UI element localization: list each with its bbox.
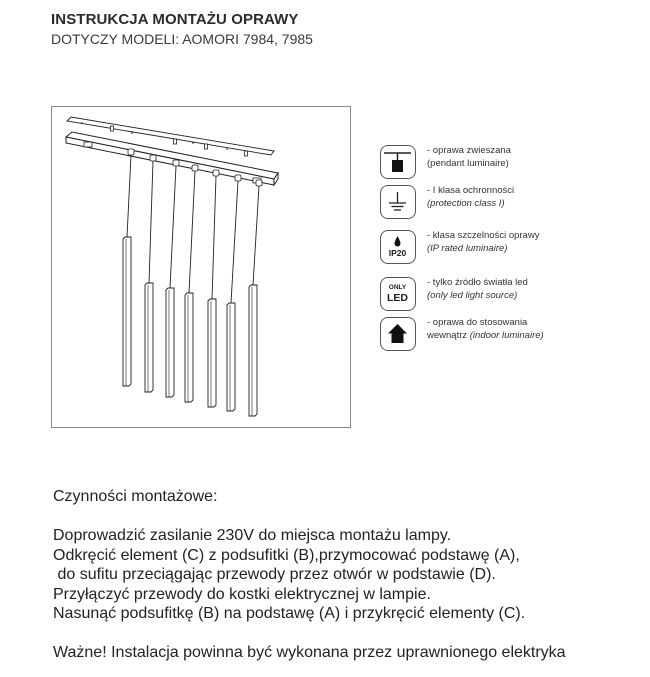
only-label: ONLY (388, 284, 407, 291)
pendant-cap (256, 180, 262, 186)
pendant-tube (185, 293, 193, 402)
pendant-cap (192, 165, 198, 171)
legend-label-pl: - oprawa zwieszana (427, 145, 511, 156)
protection-class-ground-icon (380, 185, 416, 219)
legend-label-en: (only led light source) (427, 289, 518, 301)
ip20-label: IP20 (388, 248, 407, 258)
pendant-cable (149, 161, 153, 283)
legend-label-en: (indoor luminaire) (469, 329, 544, 341)
legend-label-en: (IP rated luminaire) (427, 242, 508, 254)
instruction-step: Nasunąć podsufitkę (B) na podstawę (A) i przykręcić elementy (C). (53, 605, 526, 622)
legend-label-pl: - tylko źródło światła led (427, 277, 528, 288)
pendant-tube (166, 288, 174, 397)
mounting-screw (174, 139, 177, 144)
indoor-house-icon (380, 317, 416, 351)
pendant-cap (150, 155, 156, 161)
pendant-cap (173, 160, 179, 166)
ip20-drop-icon (380, 230, 416, 264)
safety-warning: Ważne! Instalacja powinna być wykonana przez uprawnionego elektryka (53, 644, 566, 661)
pendant-cap (213, 170, 219, 176)
instruction-step: Doprowadzić zasilanie 230V do miejsca montażu lampy. (53, 527, 452, 544)
pendant-tube (227, 303, 235, 411)
legend-label-pl: - klasa szczelności oprawy (427, 230, 540, 241)
pendant-cable (170, 166, 176, 288)
pendant-cable (231, 181, 238, 303)
product-drawing-frame (51, 106, 351, 428)
pendant-cable (127, 155, 131, 237)
instruction-step: Odkręcić element (C) z podsufitki (B),przymocować podstawę (A), (53, 546, 520, 564)
pendant-tube (123, 237, 131, 386)
pendant-cable (253, 186, 259, 285)
pendant-tube (145, 283, 153, 392)
pendant-cap (128, 149, 134, 155)
mounting-screw (111, 126, 114, 131)
document-title: INSTRUKCJA MONTAŻU OPRAWY (51, 11, 299, 28)
mounting-screw (245, 151, 248, 156)
screw-hole (81, 122, 83, 124)
pendant-tube (208, 299, 216, 407)
pendant-tube (249, 285, 257, 416)
legend-label-pl-2: wewnątrz (427, 329, 468, 341)
instruction-step: Przyłączyć przewody do kostki elektrycznej w lampie. (53, 585, 431, 603)
pendant-lamp-drawing (52, 107, 350, 427)
instructions-heading: Czynności montażowe: (53, 488, 218, 505)
instruction-step: do sufitu przeciągając przewody przez otwór w podstawie (D). (53, 566, 496, 583)
only-led-icon (380, 277, 416, 311)
mounting-screw (205, 144, 208, 149)
document-subtitle: DOTYCZY MODELI: AOMORI 7984, 7985 (51, 31, 313, 47)
pendant-cable (189, 171, 195, 293)
pendant-cable (212, 176, 216, 299)
screw-hole (131, 132, 133, 134)
legend-label-en: (pendant luminaire) (427, 157, 509, 169)
led-label: LED (387, 292, 408, 304)
legend-label-pl: - oprawa do stosowania (427, 317, 528, 328)
pendant-cap (235, 175, 241, 181)
canopy-rail-front (66, 137, 274, 185)
pendant-luminaire-icon (380, 145, 416, 179)
terminal-block (84, 142, 92, 147)
legend-label-en: (protection class I) (427, 197, 505, 209)
mounting-instructions (53, 487, 566, 663)
screw-hole (192, 142, 194, 144)
screw-hole (226, 148, 228, 150)
legend-label-pl: - I klasa ochronności (427, 185, 515, 196)
